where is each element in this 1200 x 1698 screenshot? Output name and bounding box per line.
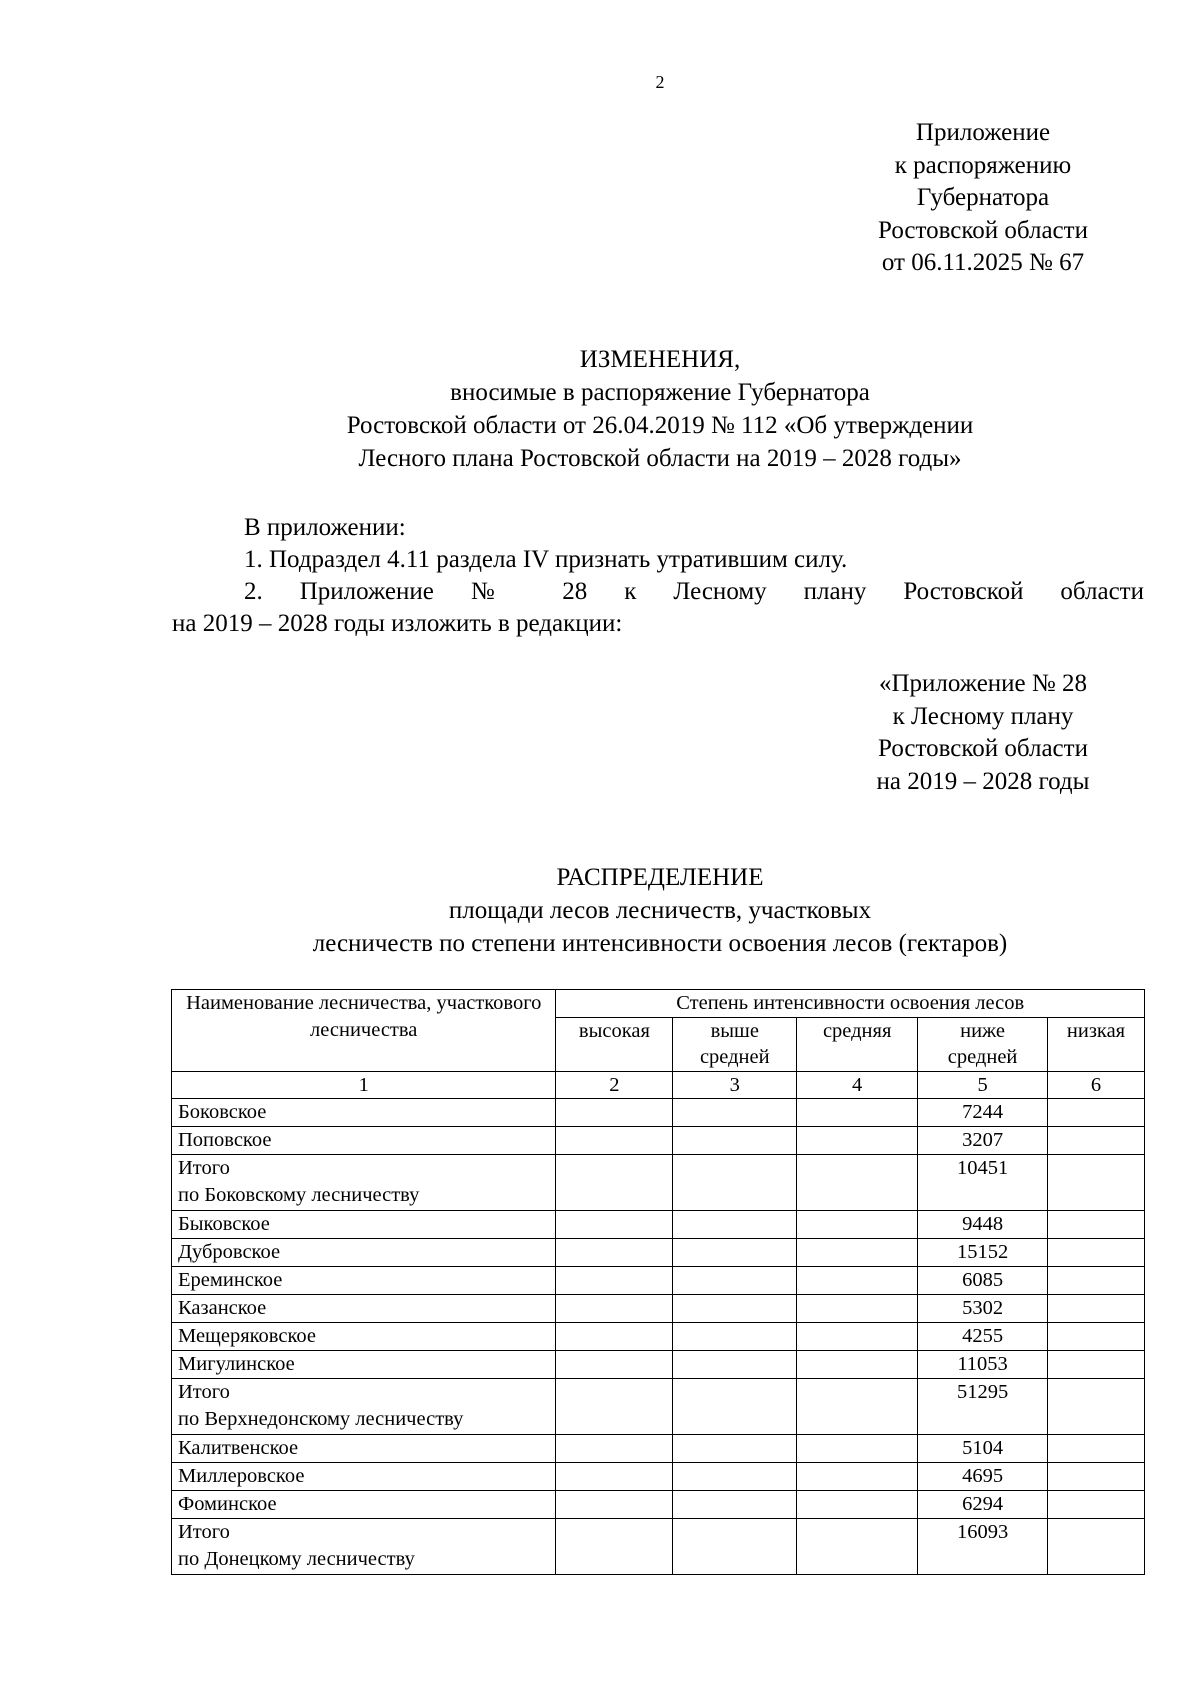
- table-header-row: [172, 990, 1145, 1018]
- header-col-high: высокая: [556, 1017, 673, 1071]
- value-cell: [556, 1323, 673, 1351]
- table-row: [172, 1351, 1145, 1379]
- value-cell: [1048, 1323, 1145, 1351]
- value-cell: [673, 1435, 797, 1463]
- value-cell: 15152: [918, 1239, 1048, 1267]
- forestry-name-cell: Ереминское: [172, 1267, 556, 1295]
- value-cell: 9448: [918, 1211, 1048, 1239]
- table-row: [172, 1379, 1145, 1435]
- changes-title-line: Лесного плана Ростовской области на 2019 – 2028 годы»: [358, 445, 962, 472]
- forestry-name-cell: Мещеряковское: [172, 1323, 556, 1351]
- value-cell: [673, 1099, 797, 1127]
- value-cell: [673, 1519, 797, 1575]
- appendix-header-line: к распоряжению: [894, 151, 1072, 179]
- value-cell: [797, 1155, 918, 1211]
- table-row: [172, 1155, 1145, 1211]
- value-cell: [673, 1239, 797, 1267]
- value-cell: 4695: [918, 1463, 1048, 1491]
- value-cell: [556, 1351, 673, 1379]
- distribution-table: [171, 989, 1145, 1575]
- value-cell: 6085: [918, 1267, 1048, 1295]
- table-number-row: [172, 1071, 1145, 1099]
- header-col-below-average: ниже средней: [918, 1017, 1048, 1071]
- value-cell: [797, 1519, 918, 1575]
- appendix28-line: «Приложение № 28: [878, 670, 1088, 697]
- forestry-name-cell: Боковское: [172, 1099, 556, 1127]
- value-cell: [1048, 1351, 1145, 1379]
- appendix-header-line: Губернатора: [916, 184, 1050, 211]
- value-cell: [556, 1295, 673, 1323]
- table-row: [172, 1491, 1145, 1519]
- forestry-name-cell: Итого по Верхнедонскому лесничеству: [172, 1379, 556, 1435]
- value-cell: 6294: [918, 1491, 1048, 1519]
- value-cell: 51295: [918, 1379, 1048, 1435]
- header-group-cell: Степень интенсивности освоения лесов: [556, 990, 1145, 1018]
- value-cell: [1048, 1463, 1145, 1491]
- value-cell: [556, 1435, 673, 1463]
- changes-heading: ИЗМЕНЕНИЯ,: [579, 346, 741, 373]
- body-item-1: 1. Подраздел 4.11 раздела IV признать утратившим силу.: [244, 546, 848, 573]
- value-cell: 7244: [918, 1099, 1048, 1127]
- value-cell: [673, 1323, 797, 1351]
- value-cell: [556, 1267, 673, 1295]
- appendix-header-line: Приложение: [915, 119, 1051, 146]
- appendix28-header: [833, 668, 1133, 798]
- table-body: [172, 1099, 1145, 1575]
- value-cell: [797, 1295, 918, 1323]
- value-cell: [673, 1351, 797, 1379]
- forestry-name-cell: Итого по Боковскому лесничеству: [172, 1155, 556, 1211]
- body-text: [172, 512, 1144, 640]
- value-cell: [673, 1267, 797, 1295]
- body-item-2-line-1: 2. Приложение № 28 к Лесному плану Ростовской области: [244, 578, 1144, 605]
- appendix28-line: к Лесному плану: [892, 702, 1074, 730]
- value-cell: [673, 1155, 797, 1211]
- value-cell: 10451: [918, 1155, 1048, 1211]
- forestry-name-cell: Мигулинское: [172, 1351, 556, 1379]
- value-cell: 11053: [918, 1351, 1048, 1379]
- value-cell: [797, 1239, 918, 1267]
- changes-title-line: Ростовской области от 26.04.2019 № 112 «Об утверждении: [346, 412, 974, 439]
- value-cell: [797, 1463, 918, 1491]
- value-cell: [797, 1211, 918, 1239]
- header-col-low: низкая: [1048, 1017, 1145, 1071]
- value-cell: [1048, 1491, 1145, 1519]
- value-cell: [556, 1463, 673, 1491]
- value-cell: [1048, 1155, 1145, 1211]
- value-cell: [797, 1267, 918, 1295]
- value-cell: [673, 1379, 797, 1435]
- value-cell: [556, 1379, 673, 1435]
- value-cell: 5104: [918, 1435, 1048, 1463]
- forestry-name-cell: Итого по Донецкому лесничеству: [172, 1519, 556, 1575]
- appendix-header: [833, 117, 1133, 280]
- value-cell: [556, 1519, 673, 1575]
- appendix28-line: Ростовской области: [878, 735, 1088, 762]
- forestry-name-cell: Фоминское: [172, 1491, 556, 1519]
- col-number: 4: [797, 1071, 918, 1099]
- table-row: [172, 1267, 1145, 1295]
- distribution-title-line: лесничеств по степени интенсивности освоения лесов (гектаров): [312, 930, 1008, 957]
- value-cell: [1048, 1379, 1145, 1435]
- value-cell: [556, 1491, 673, 1519]
- header-name-cell: Наименование лесничества, участкового лесничества: [172, 990, 556, 1072]
- forestry-name-cell: Калитвенское: [172, 1435, 556, 1463]
- col-number: 3: [673, 1071, 797, 1099]
- appendix-header-line: Ростовской области: [878, 216, 1088, 244]
- value-cell: [797, 1099, 918, 1127]
- body-item-2-line-2: на 2019 – 2028 годы изложить в редакции:: [172, 610, 623, 637]
- value-cell: [673, 1491, 797, 1519]
- value-cell: [556, 1099, 673, 1127]
- value-cell: [797, 1323, 918, 1351]
- changes-title: [160, 343, 1160, 475]
- value-cell: [673, 1211, 797, 1239]
- table-row: [172, 1239, 1145, 1267]
- page-number: 2: [655, 72, 665, 92]
- table-row: [172, 1435, 1145, 1463]
- value-cell: [797, 1491, 918, 1519]
- value-cell: [556, 1155, 673, 1211]
- header-col-above-average: выше средней: [673, 1017, 797, 1071]
- table-row: [172, 1099, 1145, 1127]
- table-row: [172, 1323, 1145, 1351]
- table-row: [172, 1295, 1145, 1323]
- forestry-name-cell: Поповское: [172, 1127, 556, 1155]
- appendix-header-line: от 06.11.2025 № 67: [881, 249, 1085, 276]
- value-cell: 16093: [918, 1519, 1048, 1575]
- forestry-name-cell: Быковское: [172, 1211, 556, 1239]
- table-row: [172, 1211, 1145, 1239]
- value-cell: [556, 1211, 673, 1239]
- col-number: 6: [1048, 1071, 1145, 1099]
- body-intro: В приложении:: [244, 514, 406, 541]
- appendix28-line: на 2019 – 2028 годы: [876, 767, 1090, 795]
- value-cell: [556, 1239, 673, 1267]
- value-cell: [797, 1127, 918, 1155]
- header-col-average: средняя: [797, 1017, 918, 1071]
- value-cell: [673, 1127, 797, 1155]
- forestry-name-cell: Миллеровское: [172, 1463, 556, 1491]
- value-cell: [1048, 1099, 1145, 1127]
- col-number: 1: [172, 1071, 556, 1099]
- distribution-title: [160, 861, 1160, 960]
- value-cell: [797, 1435, 918, 1463]
- col-number: 5: [918, 1071, 1048, 1099]
- value-cell: [673, 1463, 797, 1491]
- value-cell: [1048, 1127, 1145, 1155]
- value-cell: 4255: [918, 1323, 1048, 1351]
- value-cell: [1048, 1239, 1145, 1267]
- value-cell: [556, 1127, 673, 1155]
- forestry-name-cell: Дубровское: [172, 1239, 556, 1267]
- value-cell: [1048, 1211, 1145, 1239]
- distribution-heading: РАСПРЕДЕЛЕНИЕ: [556, 864, 764, 891]
- changes-title-line: вносимые в распоряжение Губернатора: [450, 379, 870, 406]
- value-cell: [1048, 1435, 1145, 1463]
- table-row: [172, 1127, 1145, 1155]
- table-row: [172, 1519, 1145, 1575]
- value-cell: [1048, 1519, 1145, 1575]
- value-cell: 5302: [918, 1295, 1048, 1323]
- value-cell: [797, 1351, 918, 1379]
- forestry-name-cell: Казанское: [172, 1295, 556, 1323]
- col-number: 2: [556, 1071, 673, 1099]
- table-row: [172, 1463, 1145, 1491]
- value-cell: [673, 1295, 797, 1323]
- value-cell: [797, 1379, 918, 1435]
- value-cell: [1048, 1295, 1145, 1323]
- value-cell: 3207: [918, 1127, 1048, 1155]
- value-cell: [1048, 1267, 1145, 1295]
- distribution-title-line: площади лесов лесничеств, участковых: [448, 897, 872, 924]
